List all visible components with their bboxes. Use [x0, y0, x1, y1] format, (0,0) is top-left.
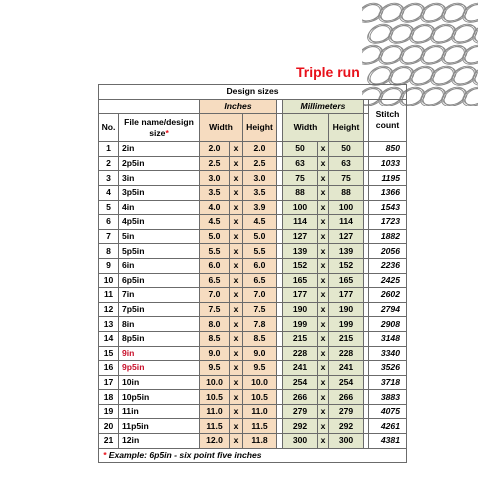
x-separator: x	[230, 317, 243, 332]
mm-width: 241	[283, 361, 318, 376]
row-number: 15	[99, 346, 119, 361]
mm-width: 139	[283, 244, 318, 259]
file-name: 4p5in	[119, 215, 200, 230]
inch-width: 8.5	[200, 331, 230, 346]
table-row	[99, 244, 407, 259]
inch-width: 6.5	[200, 273, 230, 288]
table-row	[99, 375, 407, 390]
x-separator: x	[318, 215, 329, 230]
x-separator: x	[318, 200, 329, 215]
x-separator: x	[318, 419, 329, 434]
mm-height: 114	[329, 215, 364, 230]
table-row	[99, 171, 407, 186]
x-separator: x	[230, 156, 243, 171]
inch-height: 4.5	[243, 215, 277, 230]
row-number: 2	[99, 156, 119, 171]
mm-width-header: Width	[283, 114, 329, 142]
x-separator: x	[318, 331, 329, 346]
inch-width: 4.0	[200, 200, 230, 215]
row-number: 7	[99, 229, 119, 244]
inch-height: 7.5	[243, 302, 277, 317]
x-separator: x	[230, 404, 243, 419]
stitch-count: 3718	[369, 375, 407, 390]
stitch-count: 3883	[369, 390, 407, 405]
file-name: 3p5in	[119, 185, 200, 200]
file-name: 10p5in	[119, 390, 200, 405]
table-row	[99, 156, 407, 171]
inch-width: 11.5	[200, 419, 230, 434]
mm-height-header: Height	[329, 114, 364, 142]
file-name: 9in	[119, 346, 200, 361]
inch-height: 5.5	[243, 244, 277, 259]
inch-width: 6.0	[200, 258, 230, 273]
inch-height: 3.0	[243, 171, 277, 186]
footnote-asterisk: *	[103, 449, 107, 460]
mm-height: 100	[329, 200, 364, 215]
x-separator: x	[318, 434, 329, 449]
file-name: 11p5in	[119, 419, 200, 434]
file-name: 2p5in	[119, 156, 200, 171]
mm-height: 279	[329, 404, 364, 419]
mm-width: 63	[283, 156, 318, 171]
row-number: 5	[99, 200, 119, 215]
table-row	[99, 317, 407, 332]
x-separator: x	[318, 185, 329, 200]
inch-height: 8.5	[243, 331, 277, 346]
stitch-loop	[461, 42, 478, 67]
row-number: 8	[99, 244, 119, 259]
stitch-count-header: Stitch count	[369, 99, 407, 142]
row-number: 11	[99, 288, 119, 303]
stitch-count: 2602	[369, 288, 407, 303]
asterisk-mark: *	[165, 127, 169, 138]
stitch-count: 1195	[369, 171, 407, 186]
file-name: 6p5in	[119, 273, 200, 288]
mm-height: 165	[329, 273, 364, 288]
x-separator: x	[230, 200, 243, 215]
file-name: 3in	[119, 171, 200, 186]
row-number: 18	[99, 390, 119, 405]
x-separator: x	[230, 244, 243, 259]
x-separator: x	[230, 346, 243, 361]
row-number: 6	[99, 215, 119, 230]
table-row	[99, 273, 407, 288]
mm-height: 139	[329, 244, 364, 259]
x-separator: x	[230, 273, 243, 288]
mm-group-header: Millimeters	[283, 99, 364, 114]
x-separator: x	[318, 302, 329, 317]
x-separator: x	[318, 346, 329, 361]
x-separator: x	[318, 244, 329, 259]
mm-height: 127	[329, 229, 364, 244]
stitch-count: 3148	[369, 331, 407, 346]
row-number: 21	[99, 434, 119, 449]
row-number: 19	[99, 404, 119, 419]
inch-height: 11.0	[243, 404, 277, 419]
x-separator: x	[318, 375, 329, 390]
table-row	[99, 390, 407, 405]
table-row	[99, 331, 407, 346]
mm-height: 88	[329, 185, 364, 200]
x-separator: x	[230, 215, 243, 230]
table-row	[99, 434, 407, 449]
row-number: 20	[99, 419, 119, 434]
file-name: 10in	[119, 375, 200, 390]
table-row	[99, 185, 407, 200]
mm-height: 152	[329, 258, 364, 273]
mm-width: 254	[283, 375, 318, 390]
stitch-count: 4075	[369, 404, 407, 419]
x-separator: x	[318, 273, 329, 288]
table-row	[99, 142, 407, 157]
mm-height: 254	[329, 375, 364, 390]
inch-width: 2.5	[200, 156, 230, 171]
page-title: Triple run	[296, 64, 360, 80]
row-number: 1	[99, 142, 119, 157]
inch-height: 7.0	[243, 288, 277, 303]
mm-width: 114	[283, 215, 318, 230]
mm-height: 199	[329, 317, 364, 332]
table-row	[99, 288, 407, 303]
row-number: 14	[99, 331, 119, 346]
file-name: 7in	[119, 288, 200, 303]
stitch-count: 1366	[369, 185, 407, 200]
inch-width: 3.0	[200, 171, 230, 186]
footnote: * Example: 6p5in - six point five inches	[99, 448, 407, 463]
mm-width: 228	[283, 346, 318, 361]
row-number: 12	[99, 302, 119, 317]
x-separator: x	[318, 156, 329, 171]
inch-height: 6.0	[243, 258, 277, 273]
inch-height: 2.5	[243, 156, 277, 171]
inch-width: 4.5	[200, 215, 230, 230]
file-name: 8p5in	[119, 331, 200, 346]
x-separator: x	[230, 302, 243, 317]
inch-height: 5.0	[243, 229, 277, 244]
mm-width: 199	[283, 317, 318, 332]
x-separator: x	[230, 434, 243, 449]
x-separator: x	[318, 142, 329, 157]
mm-height: 190	[329, 302, 364, 317]
mm-height: 215	[329, 331, 364, 346]
inch-width: 11.0	[200, 404, 230, 419]
mm-height: 75	[329, 171, 364, 186]
x-separator: x	[230, 390, 243, 405]
mm-width: 279	[283, 404, 318, 419]
inch-width: 10.0	[200, 375, 230, 390]
x-separator: x	[318, 404, 329, 419]
stitch-count: 2056	[369, 244, 407, 259]
inch-height: 3.5	[243, 185, 277, 200]
file-name: 4in	[119, 200, 200, 215]
table-row	[99, 419, 407, 434]
x-separator: x	[230, 229, 243, 244]
row-number: 16	[99, 361, 119, 376]
file-name: 7p5in	[119, 302, 200, 317]
table-row	[99, 346, 407, 361]
mm-width: 152	[283, 258, 318, 273]
row-number: 3	[99, 171, 119, 186]
mm-height: 228	[329, 346, 364, 361]
stitch-count: 4261	[369, 419, 407, 434]
mm-width: 266	[283, 390, 318, 405]
inch-width: 9.0	[200, 346, 230, 361]
table-row	[99, 361, 407, 376]
inch-width: 5.0	[200, 229, 230, 244]
x-separator: x	[230, 288, 243, 303]
file-name: 5p5in	[119, 244, 200, 259]
row-number: 13	[99, 317, 119, 332]
inch-width: 7.0	[200, 288, 230, 303]
inch-height-header: Height	[243, 114, 277, 142]
inch-width: 9.5	[200, 361, 230, 376]
inch-height: 9.0	[243, 346, 277, 361]
inch-width: 8.0	[200, 317, 230, 332]
mm-width: 50	[283, 142, 318, 157]
x-separator: x	[318, 288, 329, 303]
mm-width: 177	[283, 288, 318, 303]
file-name: 2in	[119, 142, 200, 157]
inch-width: 10.5	[200, 390, 230, 405]
inch-height: 6.5	[243, 273, 277, 288]
mm-height: 177	[329, 288, 364, 303]
x-separator: x	[230, 142, 243, 157]
x-separator: x	[318, 317, 329, 332]
file-name: 11in	[119, 404, 200, 419]
x-separator: x	[318, 361, 329, 376]
x-separator: x	[318, 258, 329, 273]
x-separator: x	[230, 185, 243, 200]
inch-width: 7.5	[200, 302, 230, 317]
stitch-count: 2425	[369, 273, 407, 288]
x-separator: x	[318, 390, 329, 405]
x-separator: x	[318, 171, 329, 186]
inch-height: 11.8	[243, 434, 277, 449]
table-row	[99, 404, 407, 419]
table-row	[99, 229, 407, 244]
inch-height: 3.9	[243, 200, 277, 215]
inch-height: 10.0	[243, 375, 277, 390]
stitch-count: 3526	[369, 361, 407, 376]
inch-height: 10.5	[243, 390, 277, 405]
inch-width: 3.5	[200, 185, 230, 200]
stitch-count: 1882	[369, 229, 407, 244]
mm-width: 215	[283, 331, 318, 346]
x-separator: x	[318, 229, 329, 244]
stitch-count: 850	[369, 142, 407, 157]
row-number: 10	[99, 273, 119, 288]
file-name: 9p5in	[119, 361, 200, 376]
mm-width: 165	[283, 273, 318, 288]
stitch-count: 1033	[369, 156, 407, 171]
no-header: No.	[99, 114, 119, 142]
design-sizes-table	[98, 84, 407, 463]
inch-height: 2.0	[243, 142, 277, 157]
file-name: 12in	[119, 434, 200, 449]
mm-height: 266	[329, 390, 364, 405]
inch-width-header: Width	[200, 114, 243, 142]
inch-height: 7.8	[243, 317, 277, 332]
stitch-count: 1543	[369, 200, 407, 215]
x-separator: x	[230, 419, 243, 434]
row-number: 17	[99, 375, 119, 390]
table-row	[99, 258, 407, 273]
table-row	[99, 302, 407, 317]
inch-height: 9.5	[243, 361, 277, 376]
mm-width: 292	[283, 419, 318, 434]
inch-width: 2.0	[200, 142, 230, 157]
table-row	[99, 215, 407, 230]
x-separator: x	[230, 361, 243, 376]
mm-height: 292	[329, 419, 364, 434]
mm-height: 300	[329, 434, 364, 449]
x-separator: x	[230, 331, 243, 346]
x-separator: x	[230, 171, 243, 186]
x-separator: x	[230, 375, 243, 390]
stitch-loop	[460, 2, 478, 26]
stitch-count: 3340	[369, 346, 407, 361]
file-name-header: File name/design size*	[119, 114, 200, 142]
mm-width: 300	[283, 434, 318, 449]
stitch-count: 2236	[369, 258, 407, 273]
stitch-count: 4381	[369, 434, 407, 449]
inch-width: 12.0	[200, 434, 230, 449]
file-name: 6in	[119, 258, 200, 273]
stitch-count: 2908	[369, 317, 407, 332]
inches-group-header: Inches	[200, 99, 277, 114]
mm-height: 241	[329, 361, 364, 376]
file-name: 5in	[119, 229, 200, 244]
mm-width: 88	[283, 185, 318, 200]
inch-height: 11.5	[243, 419, 277, 434]
file-name: 8in	[119, 317, 200, 332]
table-caption: Design sizes	[99, 85, 407, 100]
stitch-count: 2794	[369, 302, 407, 317]
stitch-count: 1723	[369, 215, 407, 230]
mm-height: 50	[329, 142, 364, 157]
row-number: 4	[99, 185, 119, 200]
x-separator: x	[230, 258, 243, 273]
row-number: 9	[99, 258, 119, 273]
mm-width: 75	[283, 171, 318, 186]
table-row	[99, 200, 407, 215]
mm-height: 63	[329, 156, 364, 171]
mm-width: 100	[283, 200, 318, 215]
mm-width: 127	[283, 229, 318, 244]
inch-width: 5.5	[200, 244, 230, 259]
mm-width: 190	[283, 302, 318, 317]
